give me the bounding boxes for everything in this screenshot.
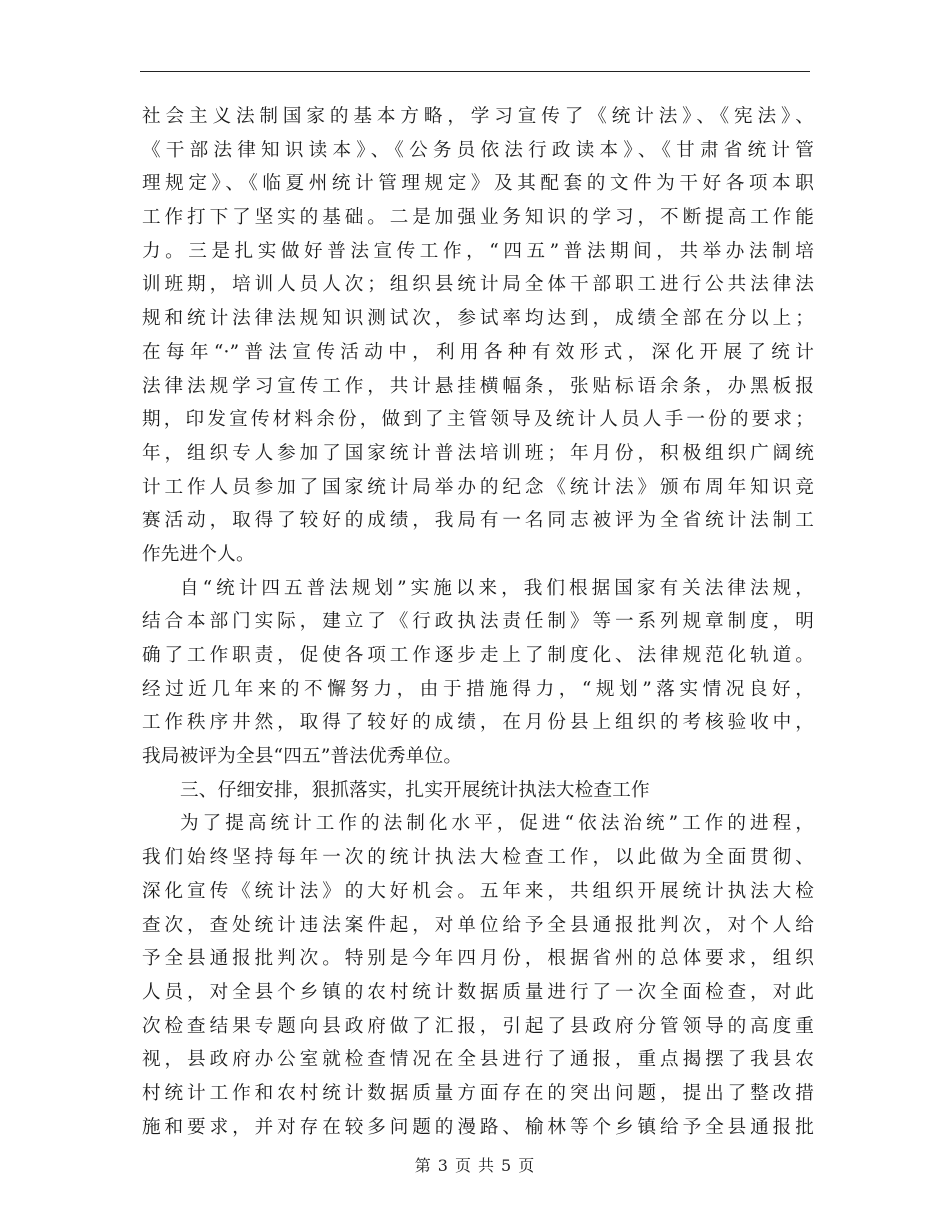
current-page-number: 3 bbox=[437, 1156, 449, 1175]
text-line: 法律法规学习宣传工作，共计悬挂横幅条，张贴标语余条，办黑板报 bbox=[142, 375, 814, 397]
text-line: 社会主义法制国家的基本方略，学习宣传了《统计法》、《宪法》、 bbox=[142, 106, 814, 127]
document-body bbox=[142, 100, 814, 1144]
text-line: 我们始终坚持每年一次的统计执法大检查工作，以此做为全面贯彻、 bbox=[142, 847, 814, 869]
text-line: 予全县通报批判次。特别是今年四月份，根据省州的总体要求，组织 bbox=[142, 948, 814, 970]
text-line: 为了提高统计工作的法制化水平，促进“依法治统”工作的进程， bbox=[180, 813, 814, 835]
footer-of-word: 共 bbox=[478, 1156, 496, 1175]
text-line: 理规定》、《临夏州统计管理规定》及其配套的文件为干好各项本职 bbox=[142, 173, 814, 195]
text-line: 深化宣传《统计法》的大好机会。五年来，共组织开展统计执法大检 bbox=[142, 880, 814, 902]
text-line: 经过近几年来的不懈努力，由于措施得力，“规划”落实情况良好， bbox=[142, 678, 814, 700]
text-line: 村统计工作和农村统计数据质量方面存在的突出问题，提出了整改措 bbox=[142, 1082, 814, 1104]
total-page-number: 5 bbox=[501, 1156, 513, 1175]
text-line: 在每年“·”普法宣传活动中，利用各种有效形式，深化开展了统计 bbox=[142, 341, 814, 363]
section-heading: 三、仔细安排，狠抓落实，扎实开展统计执法大检查工作 bbox=[180, 779, 650, 801]
text-line: 确了工作职责，促使各项工作逐步走上了制度化、法律规范化轨道。 bbox=[142, 645, 814, 666]
header-rule bbox=[140, 71, 810, 72]
text-line: 视，县政府办公室就检查情况在全县进行了通报，重点揭摆了我县农 bbox=[142, 1049, 814, 1071]
footer-page-word: 页 bbox=[454, 1156, 472, 1175]
text-line: 《干部法律知识读本》、《公务员依法行政读本》、《甘肃省统计管 bbox=[142, 139, 814, 161]
page-footer bbox=[0, 1153, 950, 1176]
text-line: 计工作人员参加了国家统计局举办的纪念《统计法》颁布周年知识竞 bbox=[142, 476, 814, 498]
text-line: 我局被评为全县“四五”普法优秀单位。 bbox=[142, 746, 463, 768]
footer-suffix: 页 bbox=[518, 1156, 536, 1175]
footer-prefix: 第 bbox=[414, 1156, 432, 1175]
text-line: 工作打下了坚实的基础。二是加强业务知识的学习，不断提高工作能 bbox=[142, 207, 814, 229]
text-line: 作先进个人。 bbox=[142, 543, 255, 565]
text-line: 次检查结果专题向县政府做了汇报，引起了县政府分管领导的高度重 bbox=[142, 1015, 814, 1037]
text-line: 施和要求，并对存在较多问题的漫路、榆林等个乡镇给予全县通报批 bbox=[142, 1116, 814, 1138]
text-line: 查次，查处统计违法案件起，对单位给予全县通报批判次，对个人给 bbox=[142, 914, 814, 936]
text-line: 结合本部门实际，建立了《行政执法责任制》等一系列规章制度，明 bbox=[142, 611, 814, 633]
text-line: 赛活动，取得了较好的成绩，我局有一名同志被评为全省统计法制工 bbox=[142, 510, 814, 532]
text-line: 工作秩序井然，取得了较好的成绩，在月份县上组织的考核验收中， bbox=[142, 712, 814, 734]
text-line: 训班期，培训人员人次；组织县统计局全体干部职工进行公共法律法 bbox=[142, 274, 814, 296]
text-line: 人员，对全县个乡镇的农村统计数据质量进行了一次全面检查，对此 bbox=[142, 981, 814, 1003]
text-line: 规和统计法律法规知识测试次，参试率均达到，成绩全部在分以上； bbox=[142, 308, 814, 330]
text-line: 力。三是扎实做好普法宣传工作，“四五”普法期间，共举办法制培 bbox=[142, 240, 814, 262]
text-line: 期，印发宣传材料余份，做到了主管领导及统计人员人手一份的要求； bbox=[142, 409, 814, 431]
text-line: 年，组织专人参加了国家统计普法培训班；年月份，积极组织广阔统 bbox=[142, 442, 814, 464]
text-line: 自“统计四五普法规划”实施以来，我们根据国家有关法律法规， bbox=[180, 577, 814, 599]
